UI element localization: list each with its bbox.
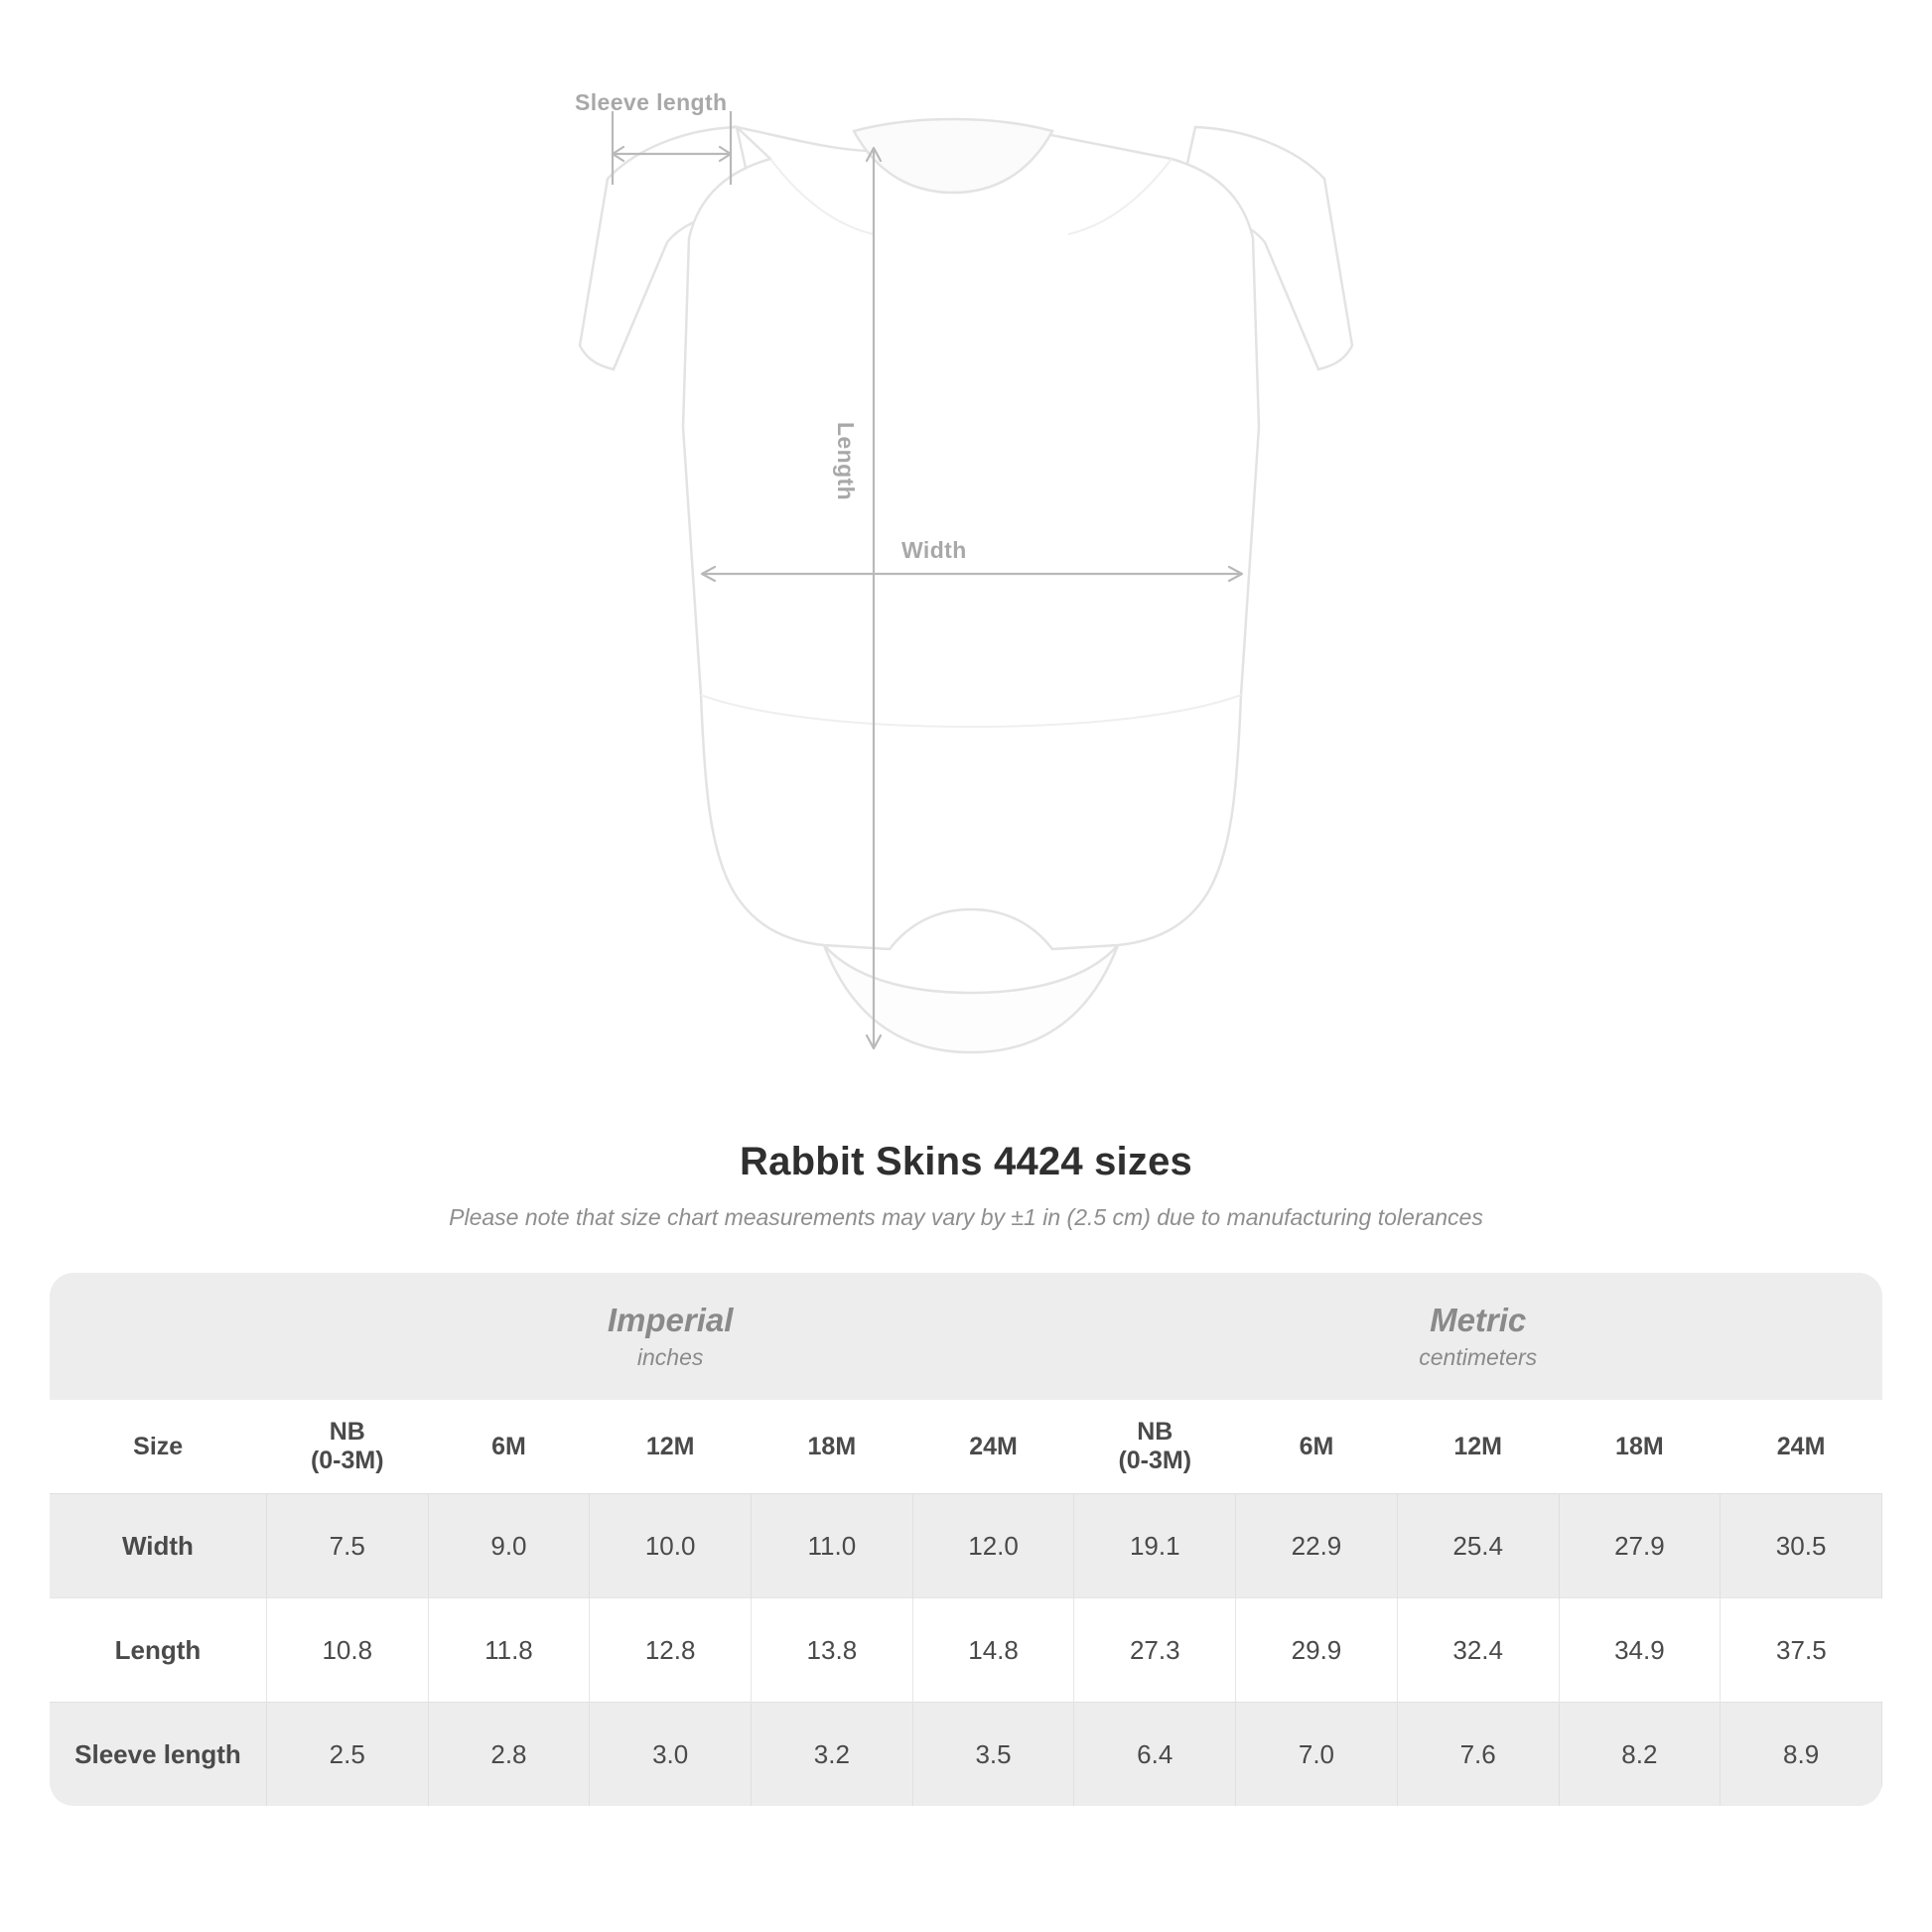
cell-sleeve-0: 2.5: [266, 1703, 428, 1807]
header-col-metric-24m: 24M: [1721, 1400, 1882, 1494]
table-row: [50, 1598, 1882, 1703]
header-col-imperial-18m: 18M: [752, 1400, 913, 1494]
cell-sleeve-5: 6.4: [1074, 1703, 1236, 1807]
imperial-unit-group: [266, 1273, 1074, 1400]
cell-width-8: 27.9: [1559, 1494, 1721, 1598]
header-col-metric-nb: [1074, 1400, 1236, 1494]
header-col-imperial-6m: 6M: [428, 1400, 590, 1494]
cell-width-9: 30.5: [1721, 1494, 1882, 1598]
cell-sleeve-7: 7.6: [1397, 1703, 1559, 1807]
cell-sleeve-9: 8.9: [1721, 1703, 1882, 1807]
cell-length-6: 29.9: [1236, 1598, 1398, 1703]
page-title: Rabbit Skins 4424 sizes: [740, 1140, 1192, 1183]
cell-width-1: 9.0: [428, 1494, 590, 1598]
header-col-metric-12m: 12M: [1397, 1400, 1559, 1494]
header-col-metric-nb-line2: (0-3M): [1118, 1447, 1192, 1474]
metric-label: Metric: [1430, 1301, 1527, 1338]
header-col-metric-6m: 6M: [1236, 1400, 1398, 1494]
cell-sleeve-6: 7.0: [1236, 1703, 1398, 1807]
cell-width-3: 11.0: [752, 1494, 913, 1598]
size-table: [50, 1273, 1882, 1806]
cell-length-2: 12.8: [590, 1598, 752, 1703]
cell-width-5: 19.1: [1074, 1494, 1236, 1598]
cell-length-3: 13.8: [752, 1598, 913, 1703]
length-dimension-label: Length: [833, 422, 859, 501]
header-col-metric-nb-line1: NB: [1137, 1418, 1173, 1446]
imperial-label: Imperial: [607, 1301, 734, 1338]
cell-width-4: 12.0: [912, 1494, 1074, 1598]
cell-sleeve-8: 8.2: [1559, 1703, 1721, 1807]
unit-row-spacer: [50, 1273, 266, 1400]
header-col-metric-18m: 18M: [1559, 1400, 1721, 1494]
size-table-wrapper: [50, 1273, 1882, 1806]
header-col-imperial-nb-line2: (0-3M): [310, 1447, 384, 1474]
cell-length-1: 11.8: [428, 1598, 590, 1703]
cell-width-0: 7.5: [266, 1494, 428, 1598]
table-header-row: [50, 1400, 1882, 1494]
cell-length-9: 37.5: [1721, 1598, 1882, 1703]
row-label-length: Length: [50, 1598, 266, 1703]
header-col-imperial-nb: [266, 1400, 428, 1494]
table-row: [50, 1703, 1882, 1807]
cell-sleeve-1: 2.8: [428, 1703, 590, 1807]
title-block: [0, 1140, 1932, 1231]
header-col-imperial-24m: 24M: [912, 1400, 1074, 1494]
cell-width-6: 22.9: [1236, 1494, 1398, 1598]
cell-sleeve-4: 3.5: [912, 1703, 1074, 1807]
width-dimension-label: Width: [901, 537, 967, 563]
table-row: [50, 1494, 1882, 1598]
cell-length-4: 14.8: [912, 1598, 1074, 1703]
cell-length-5: 27.3: [1074, 1598, 1236, 1703]
cell-length-0: 10.8: [266, 1598, 428, 1703]
header-col-imperial-nb-line1: NB: [329, 1418, 365, 1446]
cell-sleeve-2: 3.0: [590, 1703, 752, 1807]
cell-sleeve-3: 3.2: [752, 1703, 913, 1807]
cell-width-2: 10.0: [590, 1494, 752, 1598]
cell-width-7: 25.4: [1397, 1494, 1559, 1598]
metric-sublabel: centimeters: [1419, 1344, 1538, 1371]
tolerance-note: Please note that size chart measurements may vary by ±1 in (2.5 cm) due to manufacturing tolerances: [449, 1204, 1483, 1230]
header-size-label: Size: [50, 1400, 266, 1494]
cell-length-8: 34.9: [1559, 1598, 1721, 1703]
row-label-width: Width: [50, 1494, 266, 1598]
sleeve-length-dimension-label: Sleeve length: [575, 89, 728, 115]
metric-unit-group: [1074, 1273, 1882, 1400]
row-label-sleeve-length: Sleeve length: [50, 1703, 266, 1807]
imperial-sublabel: inches: [636, 1344, 704, 1371]
unit-system-row: [50, 1273, 1882, 1400]
cell-length-7: 32.4: [1397, 1598, 1559, 1703]
header-col-imperial-12m: 12M: [590, 1400, 752, 1494]
